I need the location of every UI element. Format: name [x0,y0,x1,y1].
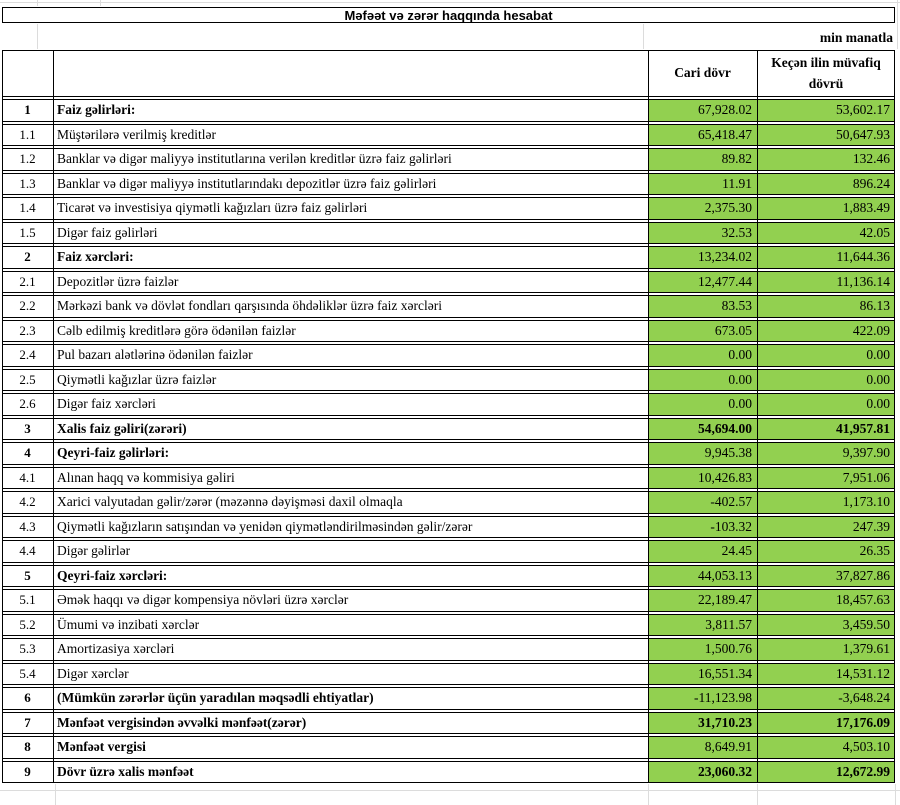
sheet-gridline [0,790,900,791]
current-period-value-cell[interactable]: 0.00 [648,345,757,366]
current-period-value-cell[interactable]: -11,123.98 [648,688,757,709]
current-period-value-cell[interactable]: 13,234.02 [648,247,757,268]
current-period-value-cell[interactable]: 24.45 [648,541,757,562]
row-number-cell[interactable]: 5.2 [19,616,36,632]
previous-period-value-cell[interactable]: 132.46 [757,149,895,170]
previous-period-value-cell[interactable]: 11,644.36 [757,247,895,268]
unit-note: min manatla [819,30,893,45]
table-vertical-border [53,50,54,783]
row-label-cell[interactable]: Mənfəət vergisi [57,739,146,755]
table-header-row [2,50,895,97]
sheet-gridline [100,0,101,6]
previous-period-value-cell[interactable]: 86.13 [757,296,895,317]
table-row [2,246,895,269]
row-label-cell[interactable]: Digər xərclər [57,665,129,681]
row-number-cell[interactable]: 7 [24,714,31,730]
previous-period-value-cell[interactable]: 0.00 [757,394,895,415]
table-row [2,614,895,637]
row-number-cell[interactable]: 1.1 [19,126,36,142]
previous-period-value-cell[interactable]: 53,602.17 [757,100,895,121]
current-period-value-cell[interactable]: 12,477.44 [648,272,757,293]
row-number-cell[interactable]: 2.1 [19,273,36,289]
row-label-cell[interactable]: Mərkəzi bank və dövlət fondları qarşısında öhdəliklər üzrə faiz xərcləri [57,298,442,314]
row-label-cell[interactable]: Qiymətli kağızların satışından və yenidən qiymətləndirilməsindən gəlir/zərər [57,518,473,534]
previous-period-value-cell[interactable]: 37,827.86 [757,566,895,587]
previous-period-value-cell[interactable]: 50,647.93 [757,125,895,146]
current-period-value-cell[interactable]: 10,426.83 [648,468,757,489]
sheet-gridline [897,0,898,49]
previous-period-value-cell[interactable]: 1,883.49 [757,198,895,219]
current-period-value-cell[interactable]: 16,551.34 [648,664,757,685]
header-number-cell[interactable] [2,51,53,96]
current-period-value-cell[interactable]: 2,375.30 [648,198,757,219]
current-period-value-cell[interactable]: 89.82 [648,149,757,170]
current-period-value-cell[interactable]: 32.53 [648,223,757,244]
previous-period-value-cell[interactable]: 7,951.06 [757,468,895,489]
header-current-period-label: Cari dövr [674,65,731,81]
previous-period-value-cell[interactable]: 14,531.12 [757,664,895,685]
row-number-cell[interactable]: 4 [24,445,31,461]
table-row [2,99,895,122]
current-period-value-cell[interactable]: 0.00 [648,370,757,391]
row-label-cell[interactable]: Pul bazarı alətlərinə ödənilən faizlər [57,347,253,363]
current-period-value-cell[interactable]: 22,189.47 [648,590,757,611]
row-number-cell[interactable]: 1.2 [19,151,36,167]
table-vertical-border [648,50,649,783]
table-row [2,344,895,367]
table-row [2,369,895,392]
row-label-cell[interactable]: Banklar və digər maliyyə institutlarındakı depozitlər üzrə faiz gəlirləri [57,175,437,191]
current-period-value-cell[interactable]: 8,649.91 [648,737,757,758]
row-label-cell[interactable]: Ticarət və investisiya qiymətli kağızları üzrə faiz gəlirləri [57,200,368,216]
row-label-cell[interactable]: Mənfəət vergisindən əvvəlki mənfəət(zərər) [57,714,307,730]
row-label-cell[interactable]: Faiz xərcləri: [57,249,134,265]
current-period-value-cell[interactable]: 83.53 [648,296,757,317]
previous-period-value-cell[interactable]: 422.09 [757,321,895,342]
table-row [2,565,895,588]
row-number-cell[interactable]: 4.3 [19,518,36,534]
current-period-value-cell[interactable]: 1,500.76 [648,639,757,660]
previous-period-value-cell[interactable]: 9,397.90 [757,443,895,464]
sheet-gridline [37,0,38,6]
row-number-cell[interactable]: 2.4 [19,347,36,363]
row-label-cell[interactable]: Faiz gəlirləri: [57,102,136,118]
previous-period-value-cell[interactable]: 11,136.14 [757,272,895,293]
row-label-cell[interactable]: Amortizasiya xərcləri [57,641,175,657]
table-body [2,99,895,783]
row-number-cell[interactable]: 2 [24,249,31,265]
table-row [2,540,895,563]
table-row [2,491,895,514]
report-table [2,50,895,783]
previous-period-value-cell[interactable]: 1,173.10 [757,492,895,513]
table-vertical-border [894,50,895,783]
current-period-value-cell[interactable]: -402.57 [648,492,757,513]
table-row [2,271,895,294]
row-label-cell[interactable]: Qeyri-faiz xərcləri: [57,567,168,583]
row-label-cell[interactable]: (Mümkün zərərlər üçün yaradılan məqsədli ehtiyatlar) [57,690,374,706]
table-row [2,516,895,539]
previous-period-value-cell[interactable]: 896.24 [757,174,895,195]
row-number-cell[interactable]: 1.3 [19,175,36,191]
current-period-value-cell[interactable]: 673.05 [648,321,757,342]
table-row [2,687,895,710]
row-label-cell[interactable]: Alınan haqq və kommisiya gəliri [57,469,235,485]
table-row [2,418,895,441]
row-number-cell[interactable]: 3 [24,420,31,436]
sheet-gridline [0,2,900,3]
previous-period-value-cell[interactable]: 247.39 [757,517,895,538]
current-period-value-cell[interactable]: 54,694.00 [648,419,757,440]
row-label-cell[interactable]: Banklar və digər maliyyə institutlarına verilən kreditlər üzrə faiz gəlirləri [57,151,452,167]
row-number-cell[interactable]: 5.1 [19,592,36,608]
previous-period-value-cell[interactable]: 26.35 [757,541,895,562]
previous-period-value-cell[interactable]: 4,503.10 [757,737,895,758]
table-row [2,761,895,784]
row-number-cell[interactable]: 2.6 [19,396,36,412]
table-row [2,173,895,196]
table-row [2,124,895,147]
row-number-cell[interactable]: 5.4 [19,665,36,681]
sheet-gridline [648,784,649,805]
table-row [2,467,895,490]
previous-period-value-cell[interactable]: 3,459.50 [757,615,895,636]
table-row [2,589,895,612]
row-label-cell[interactable]: Müştərilərə verilmiş kreditlər [57,126,216,142]
row-number-cell[interactable]: 2.2 [19,298,36,314]
row-label-cell[interactable]: Dövr üzrə xalis mənfəət [57,763,194,779]
row-label-cell[interactable]: Qeyri-faiz gəlirləri: [57,445,170,461]
row-label-cell[interactable]: Ümumi və inzibati xərclər [57,616,200,632]
row-label-cell[interactable]: Əmək haqqı və digər kompensiya növləri üzrə xərclər [57,592,349,608]
table-row [2,393,895,416]
current-period-value-cell[interactable]: 9,945.38 [648,443,757,464]
row-number-cell[interactable]: 9 [24,763,31,779]
previous-period-value-cell[interactable]: 1,379.61 [757,639,895,660]
table-row [2,442,895,465]
table-row [2,712,895,735]
row-number-cell[interactable]: 5 [24,567,31,583]
current-period-value-cell[interactable]: 65,418.47 [648,125,757,146]
previous-period-value-cell[interactable]: 12,672.99 [757,762,895,783]
table-row [2,736,895,759]
row-number-cell[interactable]: 1 [24,102,31,118]
previous-period-value-cell[interactable]: -3,648.24 [757,688,895,709]
current-period-value-cell[interactable]: 3,811.57 [648,615,757,636]
previous-period-value-cell[interactable]: 42.05 [757,223,895,244]
row-number-cell[interactable]: 6 [24,690,31,706]
table-vertical-border [757,50,758,783]
previous-period-value-cell[interactable]: 41,957.81 [757,419,895,440]
table-row [2,638,895,661]
row-number-cell[interactable]: 1.4 [19,200,36,216]
table-row [2,320,895,343]
row-label-cell[interactable]: Digər gəlirlər [57,543,131,559]
report-title-row[interactable] [2,7,895,23]
current-period-value-cell[interactable]: 11.91 [648,174,757,195]
table-row [2,663,895,686]
current-period-value-cell[interactable]: -103.32 [648,517,757,538]
table-row [2,197,895,220]
current-period-value-cell[interactable]: 31,710.23 [648,713,757,734]
header-previous-period[interactable] [757,51,895,96]
report-title: Məfəət və zərər haqqında hesabat [344,7,553,23]
table-row [2,222,895,245]
row-number-cell[interactable]: 2.3 [19,322,36,338]
row-number-cell[interactable]: 4.2 [19,494,36,510]
table-row [2,148,895,171]
current-period-value-cell[interactable]: 67,928.02 [648,100,757,121]
previous-period-value-cell[interactable]: 0.00 [757,345,895,366]
header-previous-period-label: Keçən ilin müvafiq dövrü [771,55,881,91]
current-period-value-cell[interactable]: 23,060.32 [648,762,757,783]
row-label-cell[interactable]: Qiymətli kağızlar üzrə faizlər [57,371,217,387]
unit-note-row[interactable] [2,24,893,49]
previous-period-value-cell[interactable]: 18,457.63 [757,590,895,611]
current-period-value-cell[interactable]: 0.00 [648,394,757,415]
previous-period-value-cell[interactable]: 0.00 [757,370,895,391]
row-label-cell[interactable]: Xalis faiz gəliri(zərəri) [57,420,187,436]
row-label-cell[interactable]: Digər faiz gəlirləri [57,224,158,240]
sheet-gridline [757,784,758,805]
row-label-cell[interactable]: Digər faiz xərcləri [57,396,156,412]
previous-period-value-cell[interactable]: 17,176.09 [757,713,895,734]
row-number-cell[interactable]: 5.3 [19,641,36,657]
row-number-cell[interactable]: 4.4 [19,543,36,559]
row-number-cell[interactable]: 8 [24,739,31,755]
table-row [2,295,895,318]
header-description-cell[interactable] [53,51,648,96]
row-number-cell[interactable]: 2.5 [19,371,36,387]
row-label-cell[interactable]: Cəlb edilmiş kreditlərə görə ödənilən faizlər [57,322,296,338]
row-number-cell[interactable]: 1.5 [19,224,36,240]
row-number-cell[interactable]: 4.1 [19,469,36,485]
current-period-value-cell[interactable]: 44,053.13 [648,566,757,587]
row-label-cell[interactable]: Xarici valyutadan gəlir/zərər (məzənnə dəyişməsi daxil olmaqla [57,494,403,510]
sheet-gridline [895,784,896,805]
sheet-gridline [55,784,56,805]
header-current-period[interactable] [648,51,757,96]
row-label-cell[interactable]: Depozitlər üzrə faizlər [57,273,179,289]
table-vertical-border [2,50,3,783]
